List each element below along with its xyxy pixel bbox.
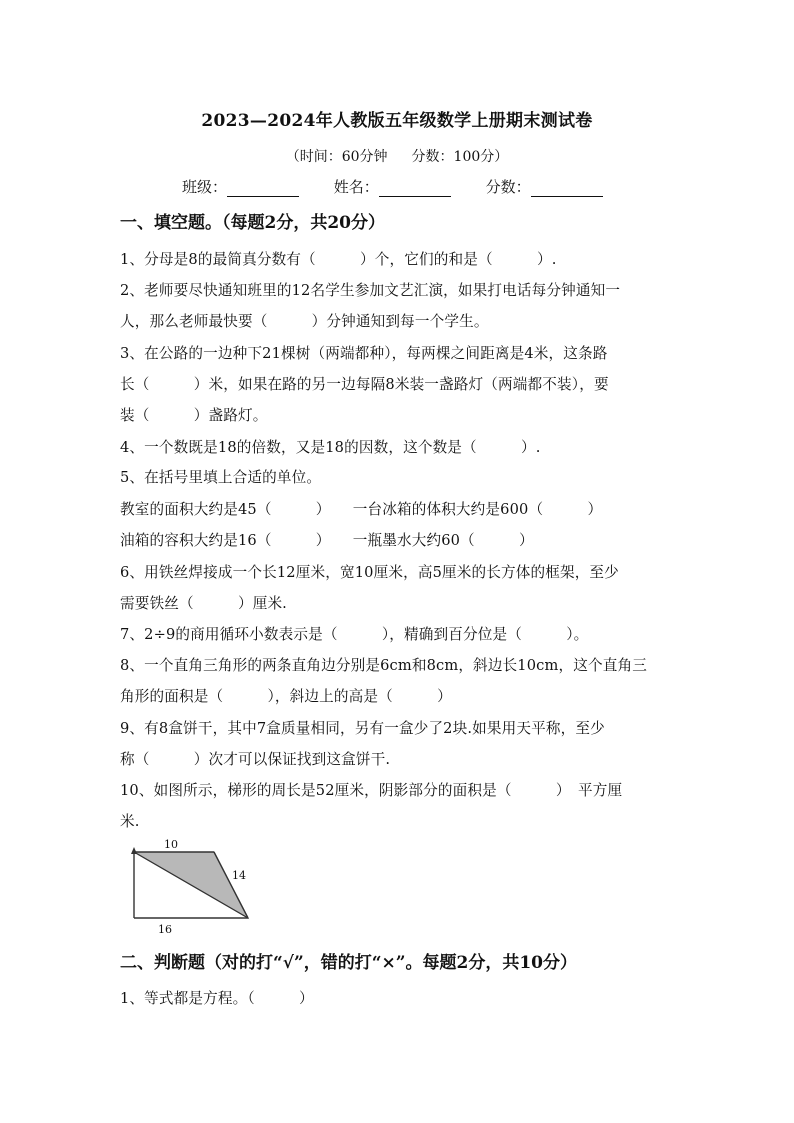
question-line: 4、一个数既是18的倍数，又是18的因数，这个数是（ ）. — [120, 439, 541, 456]
name-label: 姓名： — [333, 178, 379, 196]
question-line: 10、如图所示，梯形的周长是52厘米，阴影部分的面积是（ ） 平方厘 — [120, 782, 623, 799]
question-line: 人，那么老师最快要（ ）分钟通知到每一个学生。 — [120, 313, 489, 330]
question-line: 油箱的容积大约是16（ ） 一瓶墨水大约60（ ） — [120, 532, 534, 549]
question-line: 教室的面积大约是45（ ） 一台冰箱的体积大约是600（ ） — [120, 501, 603, 518]
section1-heading: 一、填空题。（每题2分，共20分） — [120, 213, 385, 233]
question-line: 1、等式都是方程。（ ） — [120, 990, 314, 1007]
label-right: 14 — [232, 869, 246, 882]
time-info: （时间：60分钟 — [285, 149, 388, 165]
class-blank[interactable] — [227, 180, 299, 197]
grade-label: 分数： — [485, 178, 531, 196]
question-line: 9、有8盒饼干，其中7盒质量相同，另有一盒少了2块.如果用天平称，至少 — [120, 720, 605, 737]
question-line: 1、分母是8的最简真分数有（ ）个，它们的和是（ ）. — [120, 251, 557, 268]
question-line: 8、一个直角三角形的两条直角边分别是6cm和8cm，斜边长10cm，这个直角三 — [120, 657, 647, 674]
question-line: 需要铁丝（ ）厘米. — [120, 595, 287, 612]
grade-field — [486, 176, 603, 197]
arrow-mark — [131, 847, 137, 854]
score-info: 分数：100分） — [411, 149, 509, 165]
trapezoid-figure — [124, 838, 256, 940]
question-line: 7、2÷9的商用循环小数表示是（ ），精确到百分位是（ ）。 — [120, 626, 589, 643]
grade-blank[interactable] — [531, 180, 603, 197]
label-bottom: 16 — [158, 923, 172, 936]
name-blank[interactable] — [379, 180, 451, 197]
section2-heading: 二、判断题（对的打“√”，错的打“×”。每题2分，共10分） — [120, 953, 578, 973]
question-line: 角形的面积是（ ），斜边上的高是（ ） — [120, 688, 452, 705]
question-line: 称（ ）次才可以保证找到这盒饼干. — [120, 751, 391, 768]
class-field — [182, 176, 299, 197]
student-info-fields — [182, 176, 633, 197]
question-line: 3、在公路的一边种下21棵树（两端都种），每两棵之间距离是4米，这条路 — [120, 345, 608, 362]
label-top: 10 — [164, 838, 178, 851]
question-line: 装（ ）盏路灯。 — [120, 407, 268, 424]
name-field — [334, 176, 451, 197]
question-line: 米. — [120, 813, 140, 830]
exam-title: 2023—2024年人教版五年级数学上册期末测试卷 — [201, 111, 593, 131]
question-line: 5、在括号里填上合适的单位。 — [120, 469, 322, 486]
class-label: 班级： — [182, 178, 228, 196]
exam-subtitle — [0, 146, 794, 166]
question-line: 6、用铁丝焊接成一个长12厘米，宽10厘米，高5厘米的长方体的框架，至少 — [120, 564, 619, 581]
question-line: 2、老师要尽快通知班里的12名学生参加文艺汇演，如果打电话每分钟通知一 — [120, 282, 621, 299]
question-line: 长（ ）米，如果在路的另一边每隔8米装一盏路灯（两端都不装），要 — [120, 376, 609, 393]
